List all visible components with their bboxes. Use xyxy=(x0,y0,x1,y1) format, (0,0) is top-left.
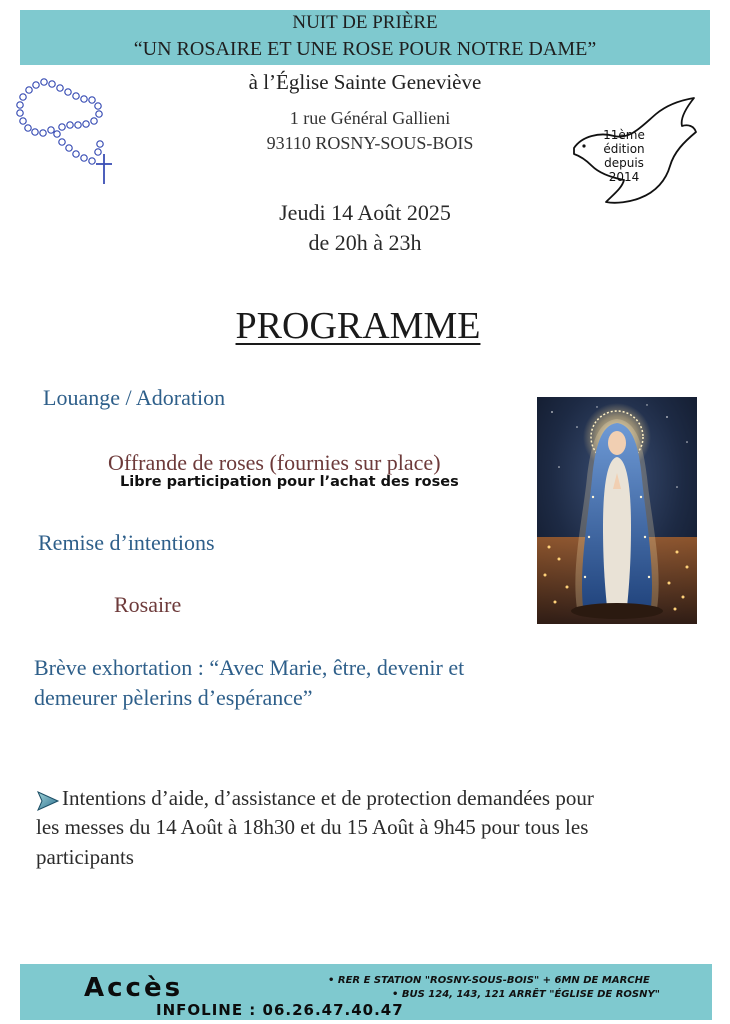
access-bus: • BUS 124, 143, 121 ARRÊT "ÉGLISE DE ROSNY" xyxy=(392,989,660,1000)
access-rer: • RER E STATION "ROSNY-SOUS-BOIS" + 6MN DE MARCHE xyxy=(328,975,650,986)
programme-item-louange: Louange / Adoration xyxy=(43,385,226,410)
edition-line-1: 11ème xyxy=(603,128,645,142)
title-line-2: “UN ROSAIRE ET UNE ROSE POUR NOTRE DAME” xyxy=(133,38,597,60)
edition-line-2: édition xyxy=(603,142,645,156)
event-time: de 20h à 23h xyxy=(308,230,422,255)
intentions-line-3: participants xyxy=(36,845,134,869)
programme-item-offrande-note: Libre participation pour l’achat des roses xyxy=(120,474,459,490)
address-city: 93110 ROSNY-SOUS-BOIS xyxy=(266,133,474,153)
arrow-bullet-icon xyxy=(36,790,60,812)
header-band xyxy=(20,10,710,65)
programme-item-rosaire: Rosaire xyxy=(114,592,182,617)
programme-item-exhortation-line-2: demeurer pèlerins d’espérance” xyxy=(34,685,313,710)
infoline-phone: INFOLINE : 06.26.47.40.47 xyxy=(156,1001,404,1019)
address-street: 1 rue Général Gallieni xyxy=(289,108,451,128)
church-name: à l’Église Sainte Geneviève xyxy=(248,70,482,94)
programme-title xyxy=(0,304,716,348)
intentions-line-2: les messes du 14 Août à 18h30 et du 15 Août à 9h45 pour tous les xyxy=(36,815,589,839)
programme-item-exhortation-line-1: Brève exhortation : “Avec Marie, être, devenir et xyxy=(34,655,465,680)
madonna-image xyxy=(537,397,697,624)
edition-line-3: depuis xyxy=(604,156,644,170)
edition-line-4: 2014 xyxy=(608,170,640,184)
programme-item-intentions: Remise d’intentions xyxy=(38,530,215,555)
programme-title-text: PROGRAMME xyxy=(235,305,481,347)
access-title: Accès xyxy=(84,973,184,1003)
intentions-line-1: Intentions d’aide, d’assistance et de protection demandées pour xyxy=(62,786,594,810)
programme-item-offrande: Offrande de roses (fournies sur place) xyxy=(108,450,441,475)
event-date: Jeudi 14 Août 2025 xyxy=(279,200,451,225)
title-line-1: NUIT DE PRIÈRE xyxy=(292,12,438,33)
